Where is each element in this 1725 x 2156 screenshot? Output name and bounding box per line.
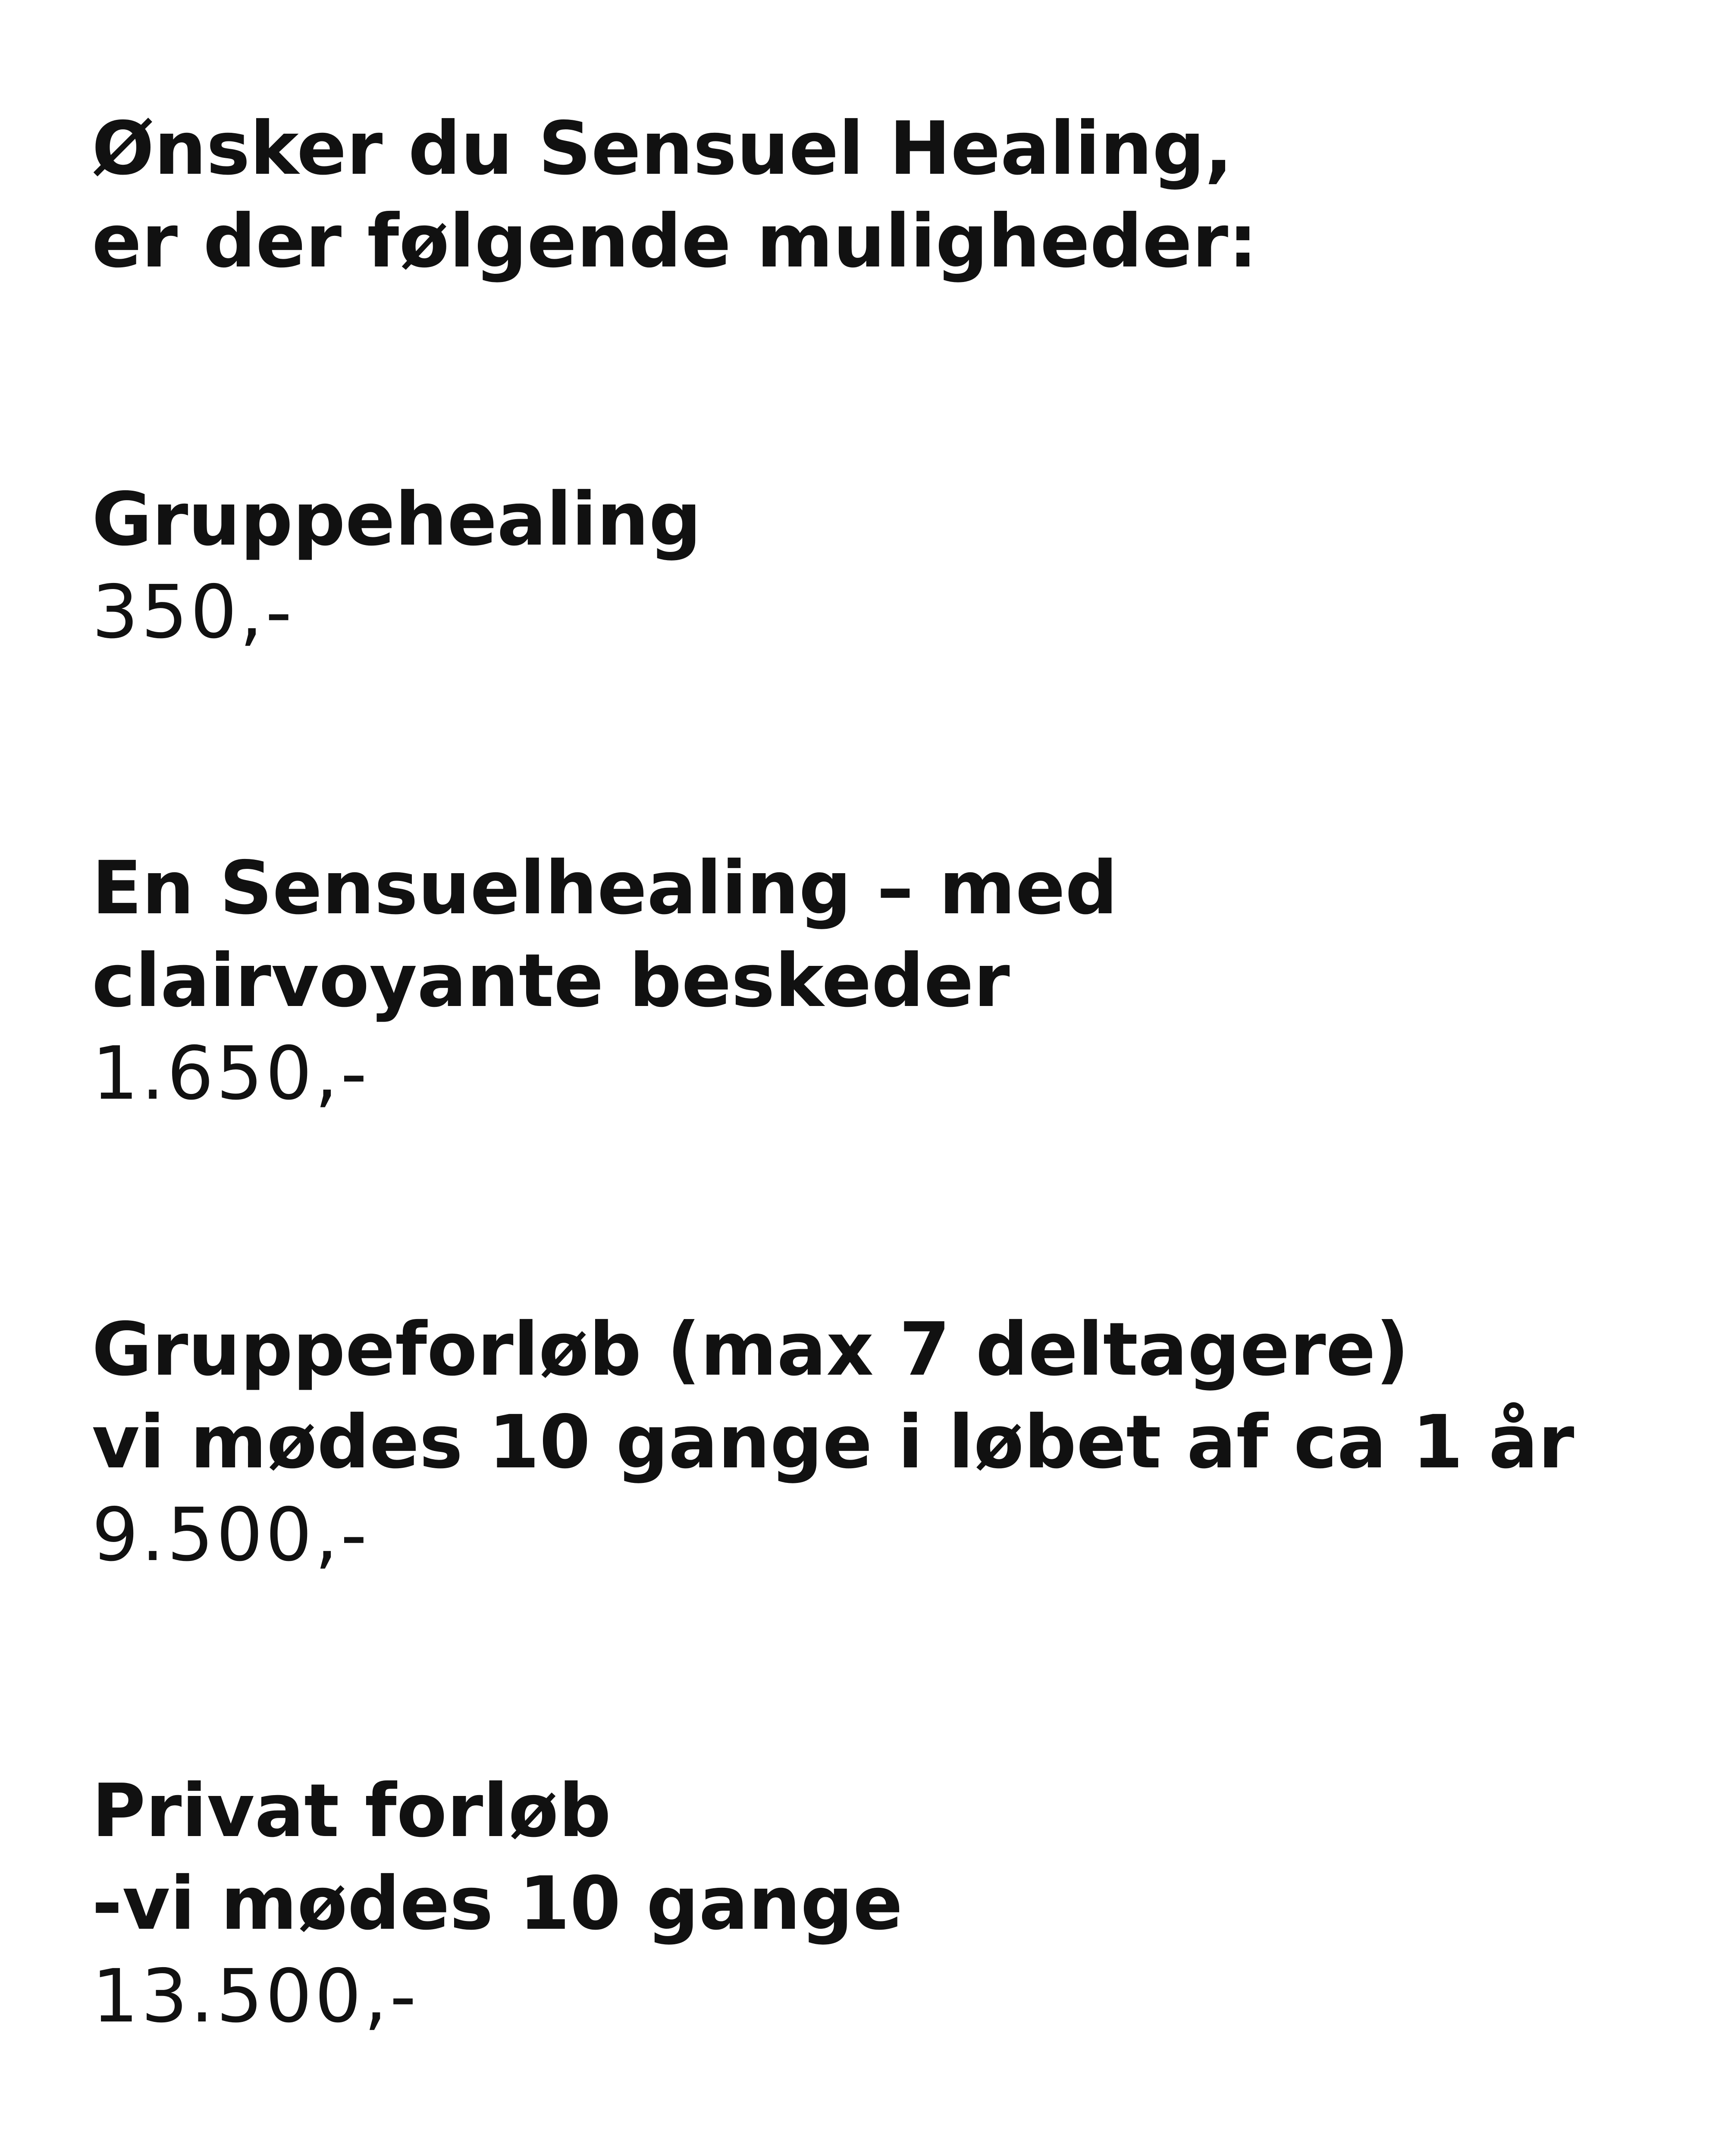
offer-title: Gruppeforløb (max 7 deltagere)	[92, 1307, 1409, 1392]
offer-title: En Sensuelhealing – med	[92, 846, 1118, 931]
offer-title: clairvoyante beskeder	[92, 938, 1010, 1024]
offer-price: 350,-	[92, 570, 295, 655]
offer-price: 13.500,-	[92, 1954, 419, 2039]
intro-line-1: Ønsker du Sensuel Healing,	[92, 106, 1233, 191]
offer-title: vi mødes 10 gange i løbet af ca 1 år	[92, 1400, 1574, 1485]
offer-title: Privat forløb	[92, 1768, 612, 1854]
offer-price: 1.650,-	[92, 1031, 370, 1116]
intro-line-2: er der følgende muligheder:	[92, 199, 1258, 284]
offer-title: -vi mødes 10 gange	[92, 1861, 903, 1946]
offer-price: 9.500,-	[92, 1492, 370, 1578]
offer-title: Gruppehealing	[92, 477, 702, 562]
